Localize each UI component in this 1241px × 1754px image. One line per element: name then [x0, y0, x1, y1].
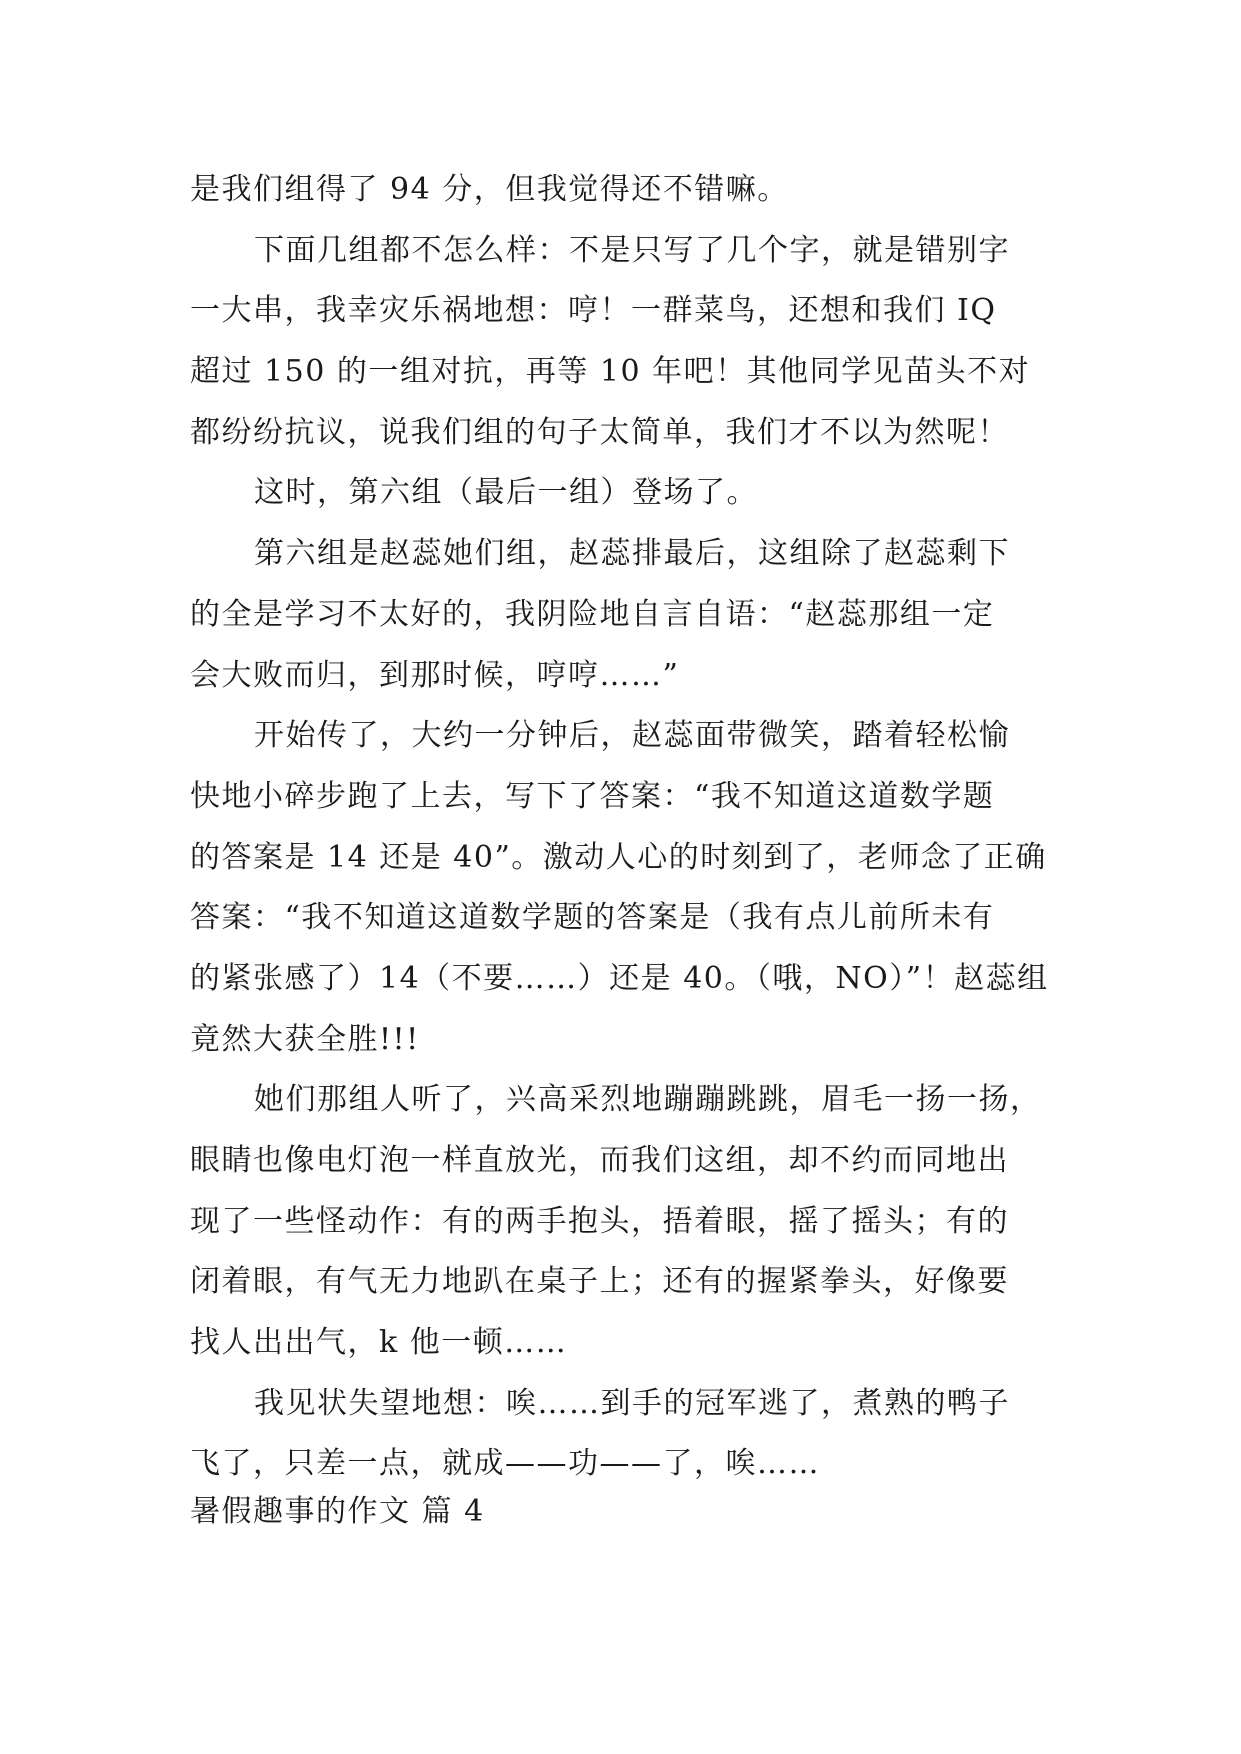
- text-line: 都纷纷抗议，说我们组的句子太简单，我们才不以为然呢！: [190, 414, 1009, 450]
- text-line: 是我们组得了 94 分，但我觉得还不错嘛。: [190, 172, 789, 207]
- text-line: 的答案是 14 还是 40”。激动人心的时刻到了，老师念了正确: [190, 839, 1047, 875]
- text-line: 超过 150 的一组对抗，再等 10 年吧！其他同学见苗头不对: [190, 354, 1031, 390]
- text-line: 一大串，我幸灾乐祸地想：哼！一群菜鸟，还想和我们 IQ: [190, 293, 997, 329]
- text-line: 开始传了，大约一分钟后，赵蕊面带微笑，踏着轻松愉: [254, 718, 1010, 754]
- text-line: 第六组是赵蕊她们组，赵蕊排最后，这组除了赵蕊剩下: [254, 536, 1010, 572]
- text-line: 快地小碎步跑了上去，写下了答案：“我不知道这道数学题: [190, 778, 995, 814]
- text-line: 找人出出气，k 他一顿……: [190, 1325, 568, 1361]
- section-heading: 暑假趣事的作文 篇 4: [190, 1494, 485, 1529]
- text-line: 竟然大获全胜!!!: [190, 1021, 420, 1057]
- text-line: 这时，第六组（最后一组）登场了。: [254, 475, 758, 511]
- text-line: 下面几组都不怎么样：不是只写了几个字，就是错别字: [254, 232, 1010, 268]
- text-line: 眼睛也像电灯泡一样直放光，而我们这组，却不约而同地出: [190, 1143, 1009, 1178]
- text-line: 她们那组人听了，兴高采烈地蹦蹦跳跳，眉毛一扬一扬，: [254, 1082, 1042, 1118]
- text-line: 现了一些怪动作：有的两手抱头，捂着眼，摇了摇头；有的: [190, 1203, 1009, 1239]
- text-line: 闭着眼，有气无力地趴在桌子上；还有的握紧拳头，好像要: [190, 1264, 1009, 1300]
- text-line: 的紧张感了）14（不要……）还是 40。（哦，NO）”！赵蕊组: [190, 960, 1049, 996]
- text-line: 会大败而归，到那时候，哼哼……”: [190, 657, 680, 693]
- essay-body: [190, 160, 1060, 1495]
- text-line: 的全是学习不太好的，我阴险地自言自语：“赵蕊那组一定: [190, 596, 995, 632]
- text-line: 我见状失望地想：唉……到手的冠军逃了，煮熟的鸭子: [254, 1385, 1010, 1421]
- text-line: 飞了，只差一点，就成——功——了，唉……: [190, 1446, 820, 1482]
- text-line: 答案：“我不知道这道数学题的答案是（我有点儿前所未有: [190, 900, 995, 936]
